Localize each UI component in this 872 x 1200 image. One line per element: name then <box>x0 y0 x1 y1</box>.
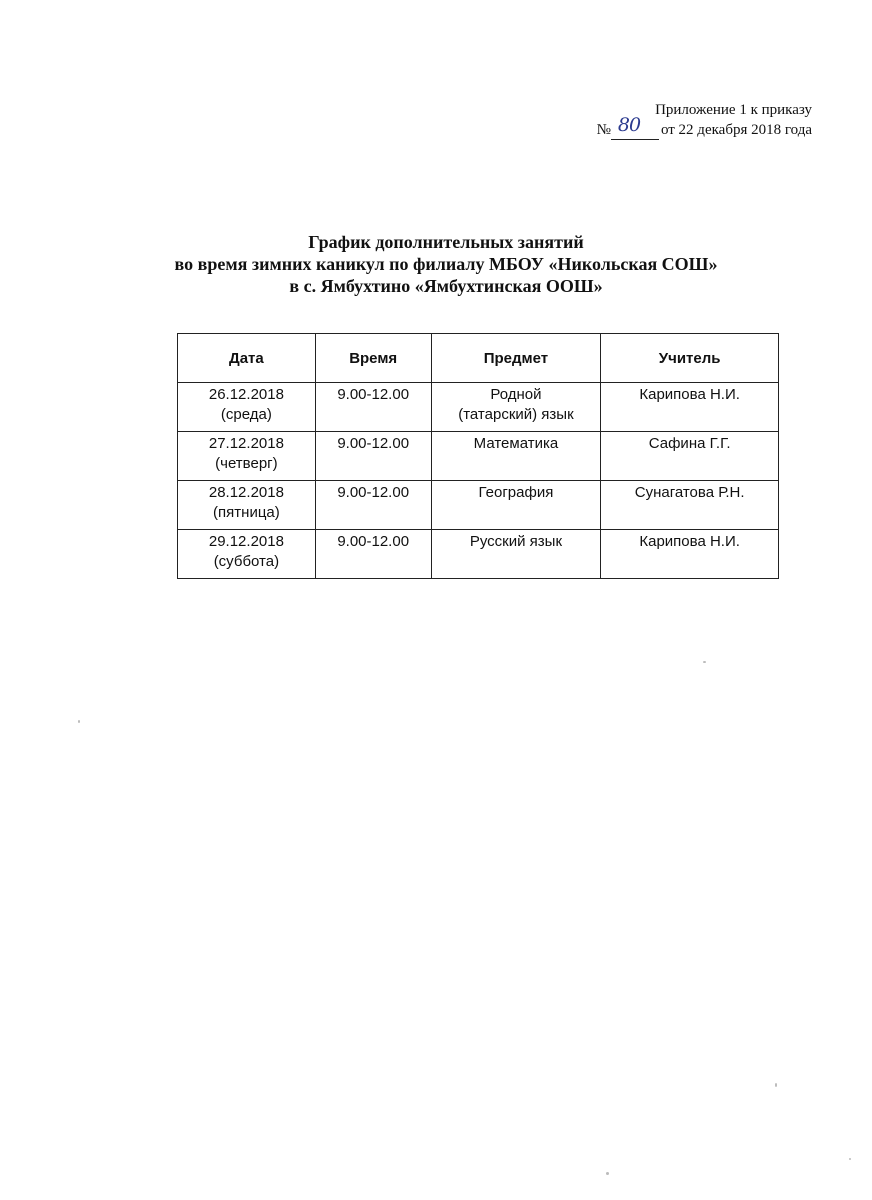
document-title <box>0 231 872 297</box>
table-row <box>178 530 779 579</box>
appendix-line-1: Приложение 1 к приказу <box>655 102 812 118</box>
order-number-prefix: № <box>596 122 611 138</box>
table-row <box>178 383 779 432</box>
weekday-value: (суббота) <box>213 553 280 570</box>
appendix-line-2 <box>596 114 812 140</box>
subject-cell <box>431 481 601 530</box>
subject-line-1: География <box>478 484 554 501</box>
teacher-cell: Сунагатова Р.Н. <box>601 481 779 530</box>
weekday-value: (четверг) <box>215 455 278 472</box>
teacher-cell: Карипова Н.И. <box>601 530 779 579</box>
subject-cell <box>431 383 601 432</box>
header-date: Дата <box>178 334 316 383</box>
table-header-row <box>178 334 779 383</box>
time-cell: 9.00-12.00 <box>315 383 431 432</box>
scan-speck <box>606 1172 609 1175</box>
date-value: 27.12.2018 <box>208 435 284 452</box>
scan-speck <box>775 1083 777 1087</box>
date-value: 28.12.2018 <box>208 484 284 501</box>
header-teacher: Учитель <box>601 334 779 383</box>
header-time: Время <box>315 334 431 383</box>
date-cell <box>178 432 316 481</box>
scan-speck <box>78 720 80 723</box>
teacher-cell: Сафина Г.Г. <box>601 432 779 481</box>
scan-speck <box>849 1158 851 1160</box>
weekday-value: (среда) <box>220 406 272 423</box>
handwritten-order-number: 80 <box>617 114 641 136</box>
weekday-value: (пятница) <box>213 504 280 521</box>
subject-line-1: Родной <box>490 386 542 403</box>
date-value: 26.12.2018 <box>208 386 284 403</box>
order-number-field <box>611 114 659 140</box>
date-cell <box>178 530 316 579</box>
scan-speck <box>703 661 706 663</box>
subject-cell <box>431 432 601 481</box>
subject-line-1: Математика <box>473 435 559 452</box>
time-cell: 9.00-12.00 <box>315 530 431 579</box>
subject-line-2: (татарский) язык <box>458 406 574 423</box>
subject-line-1: Русский язык <box>469 533 563 550</box>
table-row <box>178 432 779 481</box>
header-subject: Предмет <box>431 334 601 383</box>
date-cell <box>178 481 316 530</box>
table-row <box>178 481 779 530</box>
schedule-table <box>177 333 779 579</box>
time-cell: 9.00-12.00 <box>315 481 431 530</box>
order-date: от 22 декабря 2018 года <box>660 122 812 138</box>
date-cell <box>178 383 316 432</box>
title-line-1: График дополнительных занятий <box>308 232 584 252</box>
teacher-cell: Карипова Н.И. <box>601 383 779 432</box>
appendix-reference <box>597 101 812 140</box>
title-line-2: во время зимних каникул по филиалу МБОУ «Никольская СОШ» <box>174 254 718 274</box>
date-value: 29.12.2018 <box>208 533 284 550</box>
time-cell: 9.00-12.00 <box>315 432 431 481</box>
subject-cell <box>431 530 601 579</box>
title-line-3: в с. Ямбухтино «Ямбухтинская ООШ» <box>289 276 603 296</box>
